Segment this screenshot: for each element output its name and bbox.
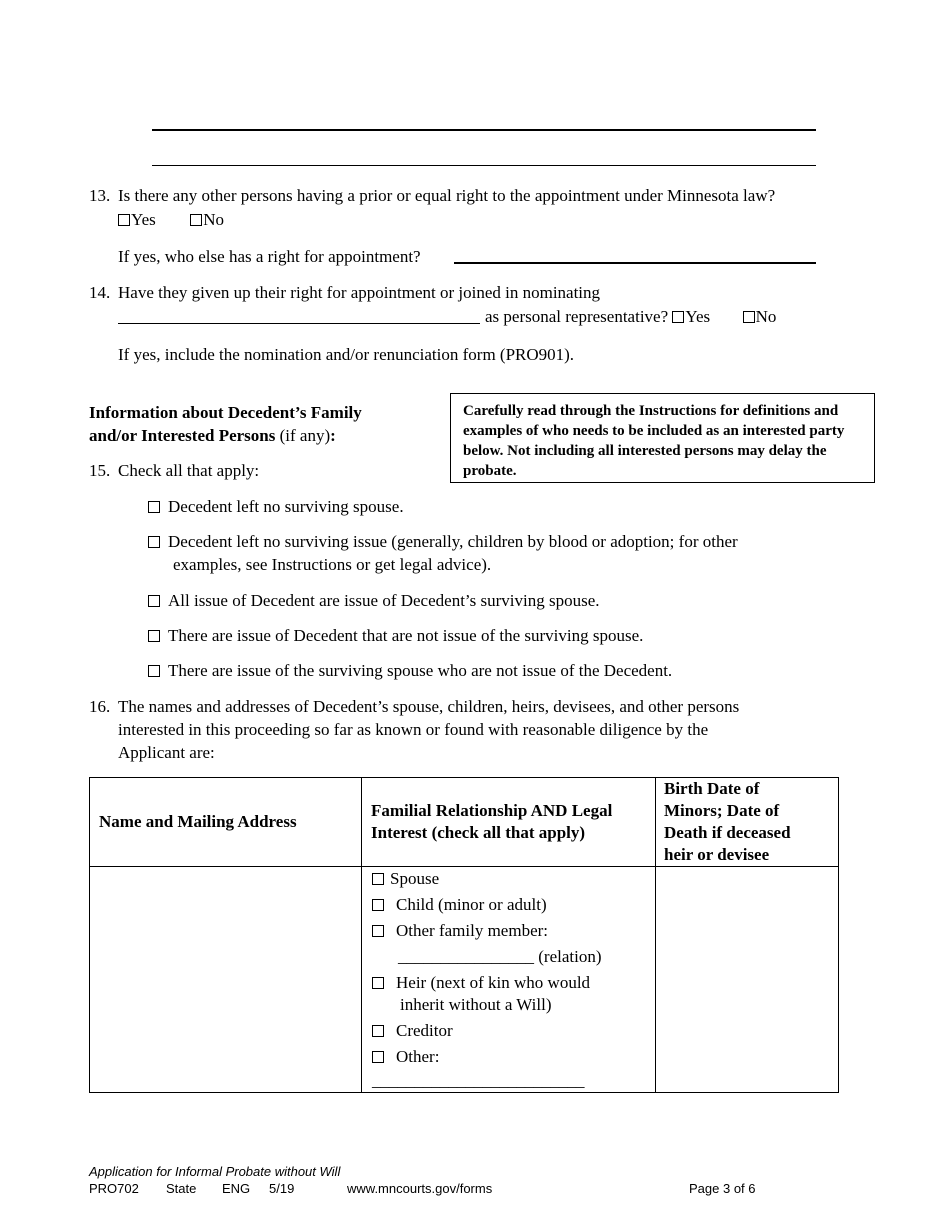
rel-checkbox[interactable]	[372, 873, 384, 885]
q15-checkbox[interactable]	[148, 595, 160, 607]
rel-checkbox[interactable]	[372, 1051, 384, 1063]
relationship-cell	[362, 867, 656, 1093]
col-header-name-text: Name and Mailing Address	[99, 812, 297, 831]
interested-persons-table	[89, 777, 839, 1093]
q13-yes-checkbox[interactable]	[118, 214, 130, 226]
q14-number: 14.	[89, 283, 111, 302]
q15-option-all-issue	[148, 589, 600, 612]
q15-option-no-issue-cont: examples, see Instructions or get legal advice).	[173, 555, 492, 574]
q16-line2: interested in this proceeding so far as known or found with reasonable diligence by the	[118, 720, 709, 739]
rel-checkbox[interactable]	[372, 1025, 384, 1037]
col-header-dates-line2: Minors; Date of	[664, 801, 780, 820]
col-header-relationship-line1: Familial Relationship AND Legal	[371, 801, 613, 820]
q15-number: 15.	[89, 461, 111, 480]
footer-jurisdiction: State	[166, 1181, 197, 1196]
col-header-dates	[656, 778, 839, 867]
q14-options	[485, 305, 776, 328]
q16-line3: Applicant are:	[118, 743, 215, 762]
col-header-dates-line4: heir or devisee	[664, 845, 770, 864]
q15-checkbox[interactable]	[148, 630, 160, 642]
rel-relation-line	[398, 945, 602, 968]
rel-creditor-label: Creditor	[396, 1021, 453, 1040]
q13-question: Is there any other persons having a prior or equal right to the appointment under Minnesota law?	[118, 186, 776, 205]
rel-relation-blank[interactable]: ________________	[398, 947, 534, 966]
rel-relation-label: (relation)	[538, 947, 602, 966]
footer-form-title	[89, 1164, 340, 1180]
rel-spouse-label: Spouse	[390, 869, 440, 888]
q15-prompt: Check all that apply:	[118, 461, 260, 480]
footer-url[interactable]: www.mncourts.gov/forms	[347, 1181, 493, 1196]
q15-checkbox[interactable]	[148, 536, 160, 548]
rel-other-label: Other:	[396, 1047, 440, 1066]
rel-child-label: Child (minor or adult)	[396, 895, 547, 914]
q14-line1: Have they given up their right for appointment or joined in nominating	[118, 283, 601, 302]
q15-option-no-spouse	[148, 495, 404, 518]
q15-option-no-issue	[148, 530, 738, 553]
q15-option-label: There are issue of the surviving spouse who are not issue of the Decedent.	[168, 661, 673, 680]
q15-option-label: All issue of Decedent are issue of Decedent’s surviving spouse.	[168, 591, 600, 610]
q13-options	[118, 208, 224, 231]
section-heading-colon: :	[330, 426, 336, 445]
q15-option-issue-not-spouse	[148, 624, 643, 647]
rel-spouse	[372, 867, 439, 890]
rel-heir	[372, 971, 590, 994]
col-header-name	[90, 778, 362, 867]
q14-no-checkbox[interactable]	[743, 311, 755, 323]
q14-yes-label: Yes	[685, 307, 711, 326]
q15-checkbox[interactable]	[148, 501, 160, 513]
q13-no-checkbox[interactable]	[190, 214, 202, 226]
footer-page: Page 3 of 6	[689, 1181, 756, 1196]
rel-heir-cont: inherit without a Will)	[400, 995, 552, 1014]
q14-yes-checkbox[interactable]	[672, 311, 684, 323]
col-header-relationship	[362, 778, 656, 867]
footer-revision: 5/19	[269, 1181, 295, 1196]
footer-language: ENG	[222, 1181, 251, 1196]
q16-text	[118, 695, 739, 764]
section-heading	[89, 401, 429, 447]
q14-no-label: No	[755, 307, 777, 326]
dates-cell[interactable]	[656, 867, 839, 1093]
blank-line-second[interactable]	[152, 165, 816, 166]
q13-followup: If yes, who else has a right for appointment?	[118, 247, 421, 266]
q13-answer-line[interactable]	[454, 262, 816, 264]
q15-checkbox[interactable]	[148, 665, 160, 677]
q15-option-label: Decedent left no surviving issue (generally, children by blood or adoption; for other	[168, 532, 738, 551]
instructions-callout: Carefully read through the Instructions for definitions and examples of who needs to be included as an interested party below. Not including all interested persons may delay the probate.	[450, 393, 875, 483]
q15-option-spouse-issue	[148, 659, 672, 682]
q13-no-label: No	[203, 210, 225, 229]
q13-number: 13.	[89, 186, 111, 205]
q13-yes-label: Yes	[131, 210, 156, 229]
rel-checkbox[interactable]	[372, 899, 384, 911]
blank-line-top[interactable]	[152, 129, 816, 131]
rel-other	[372, 1045, 439, 1068]
section-heading-bold-2: and/or Interested Persons	[89, 426, 276, 445]
rel-checkbox[interactable]	[372, 925, 384, 937]
col-header-relationship-line2: Interest (check all that apply)	[371, 823, 586, 842]
q14-nominee-line[interactable]	[118, 323, 480, 324]
footer-form-title-text: Application for Informal Probate without Will	[89, 1164, 341, 1179]
q14-followup: If yes, include the nomination and/or renunciation form (PRO901).	[118, 345, 575, 364]
rel-child	[372, 893, 547, 916]
rel-heir-label-1: Heir (next of kin who would	[396, 973, 591, 992]
q15-option-label: Decedent left no surviving spouse.	[168, 497, 404, 516]
name-address-cell[interactable]	[90, 867, 362, 1093]
rel-other-blank[interactable]: _________________________	[372, 1071, 585, 1090]
col-header-dates-line3: Death if deceased	[664, 823, 791, 842]
col-header-dates-line1: Birth Date of	[664, 779, 760, 798]
section-heading-normal: (if any)	[279, 426, 331, 445]
rel-checkbox[interactable]	[372, 977, 384, 989]
q16-line1: The names and addresses of Decedent’s spouse, children, heirs, devisees, and other persons	[118, 697, 740, 716]
q16-number: 16.	[89, 697, 111, 716]
section-heading-bold-1: Information about Decedent’s Family	[89, 403, 362, 422]
q14-line2: as personal representative?	[485, 307, 669, 326]
rel-other-family	[372, 919, 548, 942]
rel-creditor	[372, 1019, 453, 1042]
footer-form-code: PRO702	[89, 1181, 139, 1196]
rel-other-family-label: Other family member:	[396, 921, 549, 940]
q15-option-label: There are issue of Decedent that are not issue of the surviving spouse.	[168, 626, 644, 645]
